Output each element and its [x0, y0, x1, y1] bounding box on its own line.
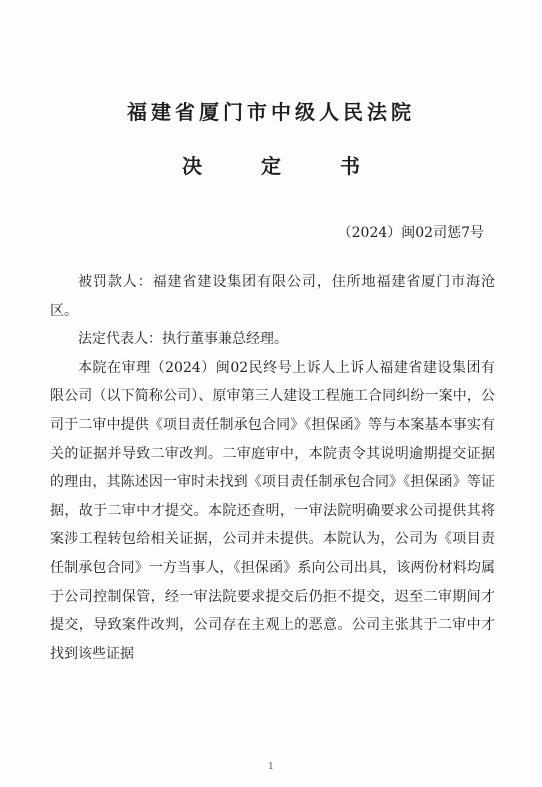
case-number: （2024）闽02司惩7号: [337, 225, 484, 241]
page-number: 1: [268, 762, 274, 772]
paragraph-party: 被罚款人：福建省建设集团有限公司，住所地福建省厦门市海沧区。: [50, 274, 495, 319]
court-name-heading: 福建省厦门市中级人民法院: [127, 100, 415, 124]
paragraph-legal-representative: 法定代表人：执行董事兼总经理。: [78, 331, 288, 348]
document-body: [50, 268, 495, 668]
paragraph-facts: 本院在审理（2024）闽02民终号上诉人上诉人福建省建设集团有限公司（以下简称公司）、原审第三人建设工程施工合同纠纷一案中，公司于二审中提供《项目责任制承包合同》《担保函》等与本案基本事实有关的证据并导致二审改判。二审庭审中，本院责令其说明逾期提交证据的理由，其陈述因一审时未找到《项目责任制承包合同》《担保函》等证据，故于二审中才提交。本院还查明，一审法院明确要求公司提供其将案涉工程转包给相关证据，公司并未提供。本院认为，公司为《项目责任制承包合同》一方当事人，《担保函》系向公司出具，该两份材料均属于公司控制保管，经一审法院要求提交后仍拒不提交，迟至二审期间才提交，导致案件改判，公司存在主观上的恶意。公司主张其于二审中才找到该些证据: [50, 359, 495, 662]
document-type-heading: 决 定 书: [182, 154, 386, 178]
